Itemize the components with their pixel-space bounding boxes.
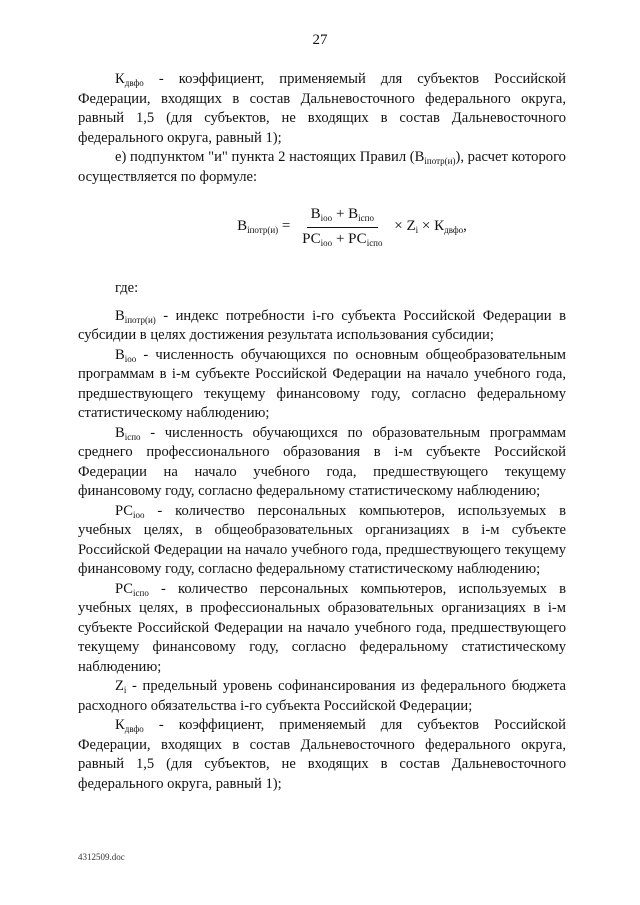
definition-text: - количество персональных компьютеров, используемых в учебных целях, в профессиональных образовательных организациях в i-м субъекте Российской Федерации на начало учебного года, предшествующего текущему финансовому году, согласно федеральному статистическому наблюдению; xyxy=(78,580,566,675)
formula-subscript: двфо xyxy=(444,225,464,236)
formula-operator: + xyxy=(332,206,349,222)
formula-symbol: В xyxy=(310,206,321,222)
symbol-subscript: двфо xyxy=(124,724,144,734)
symbol: В xyxy=(115,424,125,441)
definition-pc-ispo xyxy=(78,580,566,678)
symbol-subscript: iспо xyxy=(124,431,141,442)
symbol-subscript: iоо xyxy=(133,509,145,520)
formula-end: , xyxy=(463,218,467,235)
formula-lhs xyxy=(237,217,278,237)
definition-text: - коэффициент, применяемый для субъектов Российской Федерации, входящих в состав Дальневосточного федерального округа, равный 1,5 (для субъектов, не входящих в состав Дальневосточного федерального округа, равный 1); xyxy=(78,717,566,792)
definition-text: - количество персональных компьютеров, используемых в учебных целях, в общеобразовательных организациях в i-м субъекте Российской Федерации на начало учебного года, предшествующего текущему финансовому году, согласно федеральному статистическому наблюдению; xyxy=(78,502,566,577)
formula-subscript: iоо xyxy=(320,237,333,248)
formula-operator: × Z xyxy=(390,218,416,235)
formula-fraction xyxy=(298,205,386,249)
formula-operator: + xyxy=(332,230,349,247)
symbol: Z xyxy=(115,678,124,694)
formula xyxy=(138,205,566,249)
definition-pc-ioo xyxy=(78,502,566,580)
formula-subscript: iоо xyxy=(320,213,333,223)
footer-filename: 4312509.doc xyxy=(78,852,125,862)
symbol-subscript: iпотр(и) xyxy=(124,314,156,325)
fraction-numerator xyxy=(307,205,378,228)
formula-symbol: В xyxy=(348,206,359,222)
formula-subscript: iспо xyxy=(366,237,383,248)
fraction-denominator xyxy=(298,228,386,250)
formula-symbol: В xyxy=(237,218,248,235)
definition-text: - индекс потребности i-го субъекта Российской Федерации в субсидии в целях достижения результата использования субсидии; xyxy=(78,307,566,343)
formula-symbol: РС xyxy=(348,230,367,247)
definition-k-dvfo xyxy=(78,716,566,794)
symbol: К xyxy=(115,717,125,733)
definition-z-i xyxy=(78,677,566,716)
where-label: где: xyxy=(115,280,139,296)
symbol-subscript: двфо xyxy=(124,78,144,88)
definition-text: - численность обучающихся по образовательным программам среднего профессионального образования в i-м субъекте Российской Федерации на начало учебного года, предшествующего текущему финансовому году, согласно федеральному статистическому наблюдению; xyxy=(78,424,566,499)
paragraph-text: е) подпунктом "и" пункта 2 настоящих Правил (В xyxy=(115,149,425,165)
symbol-subscript: i xyxy=(123,685,127,695)
definition-b-ispo xyxy=(78,424,566,502)
paragraph-text: - коэффициент, применяемый для субъектов Российской Федерации, входящих в состав Дальневосточного федерального округа, равный 1,5 (для субъектов, не входящих в состав Дальневосточного федерального округа, равный 1); xyxy=(78,71,566,146)
symbol: РС xyxy=(115,580,134,597)
symbol: В xyxy=(115,346,125,363)
formula-subscript: i xyxy=(415,225,419,236)
page-number: 27 xyxy=(312,32,328,48)
symbol: В xyxy=(115,307,125,324)
definition-text: - численность обучающихся по основным общеобразовательным программам в i-м субъекте Российской Федерации на начало учебного года, предшествующего текущему финансовому году, согласно федеральному статистическому наблюдению; xyxy=(78,346,566,421)
formula-z-term xyxy=(391,217,419,237)
symbol: РС xyxy=(115,502,134,519)
paragraph-k-dvfo-1 xyxy=(78,70,566,148)
symbol-subscript: iпотр(и) xyxy=(424,156,456,166)
document-body xyxy=(78,70,566,794)
paragraph-text: ), расчет которого осуществляется по формуле: xyxy=(78,149,566,185)
paragraph-subitem-e xyxy=(78,148,566,187)
definition-text: - предельный уровень софинансирования из федерального бюджета расходного обязательства i-го субъекта Российской Федерации; xyxy=(78,678,566,714)
symbol-subscript: iоо xyxy=(124,353,137,364)
symbol-subscript: iспо xyxy=(133,587,149,598)
symbol: К xyxy=(115,71,125,87)
formula-subscript: iпотр(и) xyxy=(247,225,279,236)
formula-operator: × К xyxy=(418,218,445,235)
formula-symbol: РС xyxy=(302,230,321,247)
formula-k-term xyxy=(415,217,464,237)
formula-subscript: iспо xyxy=(358,213,374,223)
definition-b-ioo xyxy=(78,346,566,424)
definition-b-ipotr xyxy=(78,307,566,346)
formula-equals: = xyxy=(278,218,295,235)
